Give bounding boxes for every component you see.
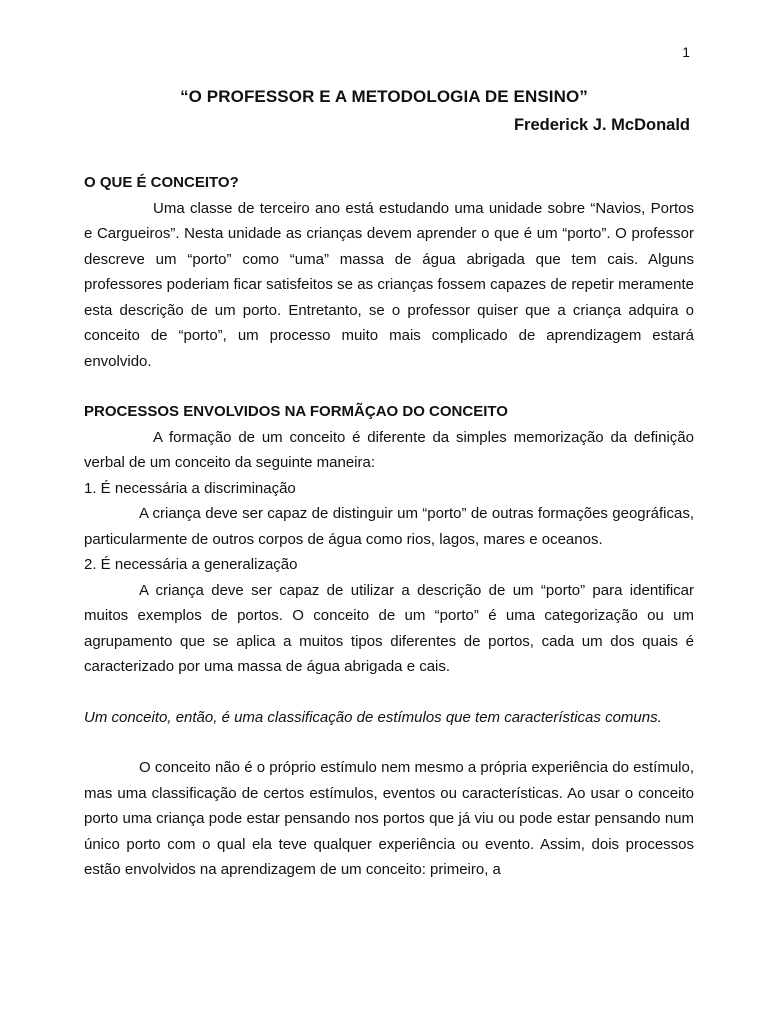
paragraph-concept-intro: Uma classe de terceiro ano está estudando uma unidade sobre “Navios, Portos e Cargueiros”. Nesta unidade as crianças devem aprender o que é um “porto”. O professor descreve um “porto” como “uma” massa de água abrigada que tem cais. Alguns professores poderiam ficar satisfeitos se as crianças fossem capazes de repetir meramente esta descrição de um porto. Entretanto, se o professor quiser que a criança adquira o conceito de “porto”, um processo muito mais complicado de aprendizagem estará envolvido. <box>84 199 694 370</box>
list-item-generalization: 2. É necessária a generalização <box>84 556 298 573</box>
document-author: Frederick J. McDonald <box>513 116 690 134</box>
page-number: 1 <box>682 44 690 60</box>
emphasis-sentence: Um conceito, então, é uma classificação de estímulos que tem características comuns. <box>84 708 662 726</box>
paragraph-discrimination: A criança deve ser capaz de distinguir um “porto” de outras formações geográficas, particularmente de outros corpos de água como rios, lagos, mares e oceanos. <box>84 505 694 548</box>
section-heading-concept: O QUE É CONCEITO? <box>84 174 239 191</box>
paragraph-concept-stimulus: O conceito não é o próprio estímulo nem mesmo a própria experiência do estímulo, mas uma classificação de certos estímulos, eventos ou características. Ao usar o conceito porto uma criança pode estar pensando nos portos que já viu ou pode estar pensando num único porto com o qual ela teve qualquer experiência ou evento. Assim, dois processos estão envolvidos na aprendizagem de um conceito: primeiro, a <box>84 759 694 878</box>
spacer <box>84 374 694 399</box>
spacer <box>84 730 694 755</box>
document-title: “O PROFESSOR E A METODOLOGIA DE ENSINO” <box>180 87 588 106</box>
paragraph-processes-intro: A formação de um conceito é diferente da simples memorização da definição verbal de um conceito da seguinte maneira: <box>84 428 694 471</box>
section-heading-processes: PROCESSOS ENVOLVIDOS NA FORMÃÇAO DO CONCEITO <box>84 403 508 420</box>
paragraph-generalization: A criança deve ser capaz de utilizar a descrição de um “porto” para identificar muitos exemplos de portos. O conceito de um “porto” é uma categorização ou um agrupamento que se aplica a muitos tipos diferentes de portos, cada um dos quais é caracterizado por uma massa de água abrigada e cais. <box>84 581 694 675</box>
list-item-discrimination: 1. É necessária a discriminação <box>84 479 296 497</box>
spacer <box>84 680 694 705</box>
document-body <box>84 170 694 883</box>
